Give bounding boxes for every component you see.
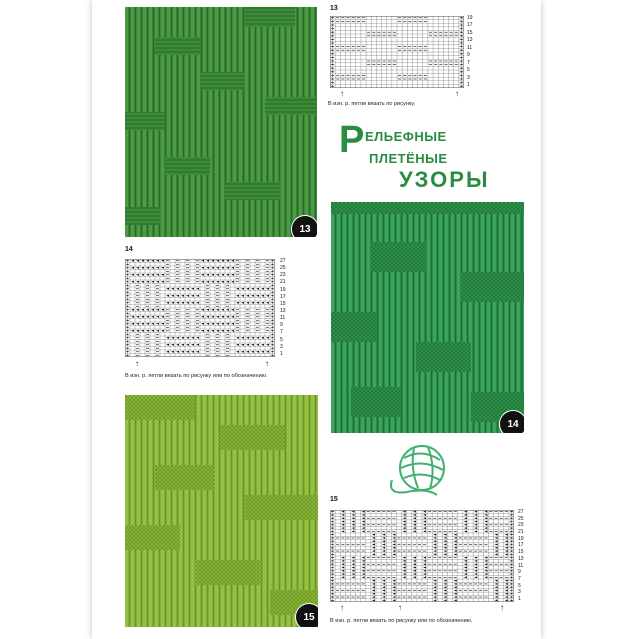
row-number: 21 xyxy=(518,529,524,536)
chart-caption-13: В изн. р. петли вязать по рисунку. xyxy=(328,101,416,107)
swatch-photo-13 xyxy=(125,7,317,237)
row-number: 15 xyxy=(467,29,473,36)
row-number: 19 xyxy=(280,286,286,293)
row-number: 5 xyxy=(280,336,283,343)
up-arrow-icon: ↑ xyxy=(500,603,504,612)
row-number: 27 xyxy=(518,509,524,515)
row-number: 17 xyxy=(467,22,473,29)
row-number: 11 xyxy=(467,44,473,51)
up-arrow-icon: ↑ xyxy=(455,89,459,98)
chart-label-15: 15 xyxy=(330,496,338,503)
page-title xyxy=(339,121,499,196)
chart-label-13: 13 xyxy=(330,5,338,12)
row-number: 1 xyxy=(280,350,283,357)
up-arrow-icon: ↑ xyxy=(340,603,344,612)
row-number: 15 xyxy=(280,300,286,307)
row-numbers-15 xyxy=(518,510,524,602)
up-arrow-icon: ↑ xyxy=(135,359,139,368)
swatch-photo-15 xyxy=(125,395,318,627)
row-number: 1 xyxy=(467,81,470,88)
up-arrow-icon: ↑ xyxy=(340,89,344,98)
row-number: 3 xyxy=(467,74,470,81)
row-number: 1 xyxy=(518,595,521,602)
title-drop-cap: Р xyxy=(339,119,365,161)
up-arrow-icon: ↑ xyxy=(398,603,402,612)
chart-grid-14 xyxy=(125,259,275,357)
chart-grid-15 xyxy=(330,510,514,602)
row-number: 19 xyxy=(467,15,473,21)
row-number: 25 xyxy=(280,265,286,272)
row-number: 11 xyxy=(280,315,286,322)
row-number: 13 xyxy=(467,37,473,44)
row-number: 23 xyxy=(518,522,524,529)
row-number: 13 xyxy=(518,555,524,562)
row-number: 13 xyxy=(280,307,286,314)
swatch-photo-14 xyxy=(331,202,524,433)
row-number: 17 xyxy=(518,542,524,549)
title-line-2: ПЛЕТЁНЫЕ xyxy=(369,151,448,166)
yarn-ball-icon xyxy=(382,440,462,500)
row-number: 7 xyxy=(467,59,470,66)
row-number: 5 xyxy=(467,67,470,74)
chart-grid-13 xyxy=(330,16,464,88)
row-number: 5 xyxy=(518,582,521,589)
pattern-badge-14: 14 xyxy=(499,410,524,433)
row-number: 23 xyxy=(280,272,286,279)
row-number: 27 xyxy=(280,258,286,264)
row-number: 9 xyxy=(467,52,470,59)
title-line-3: УЗОРЫ xyxy=(399,167,490,192)
row-number: 21 xyxy=(280,279,286,286)
title-line-1: ЕЛЬЕФНЫЕ xyxy=(365,129,447,144)
row-number: 9 xyxy=(518,569,521,576)
pattern-badge-13: 13 xyxy=(291,215,317,237)
pattern-badge-15: 15 xyxy=(295,603,318,627)
row-number: 9 xyxy=(280,322,283,329)
row-numbers-13 xyxy=(467,16,473,88)
chart-caption-14: В изн. р. петли вязать по рисунку или по обозначению. xyxy=(125,373,268,379)
row-number: 3 xyxy=(518,589,521,596)
row-number: 17 xyxy=(280,293,286,300)
up-arrow-icon: ↑ xyxy=(265,359,269,368)
row-number: 7 xyxy=(518,575,521,582)
row-number: 3 xyxy=(280,343,283,350)
chart-label-14: 14 xyxy=(125,246,133,253)
row-number: 11 xyxy=(518,562,524,569)
row-number: 15 xyxy=(518,549,524,556)
chart-caption-15: В изн. р. петли вязать по рисунку или по обозначению. xyxy=(330,618,473,624)
row-number: 25 xyxy=(518,515,524,522)
row-numbers-14 xyxy=(280,259,286,357)
row-number: 7 xyxy=(280,329,283,336)
row-number: 19 xyxy=(518,535,524,542)
